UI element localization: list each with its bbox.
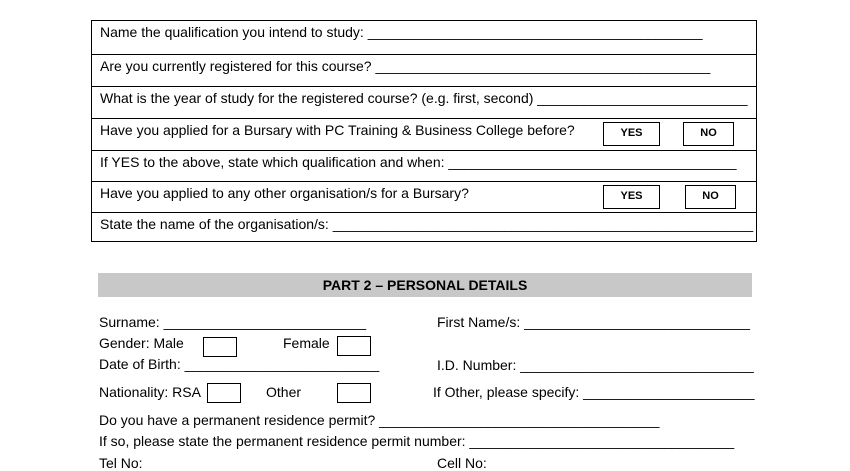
date-of-birth-field[interactable]: Date of Birth: _________________________ bbox=[99, 356, 380, 372]
questions-table bbox=[91, 20, 757, 242]
first-names-field[interactable]: First Name/s: _____________________________ bbox=[437, 314, 750, 330]
female-label: Female bbox=[283, 335, 330, 351]
year-of-study-question[interactable]: What is the year of study for the registered course? (e.g. first, second) ___________________________ bbox=[100, 90, 748, 106]
row-other-organisation bbox=[92, 181, 756, 212]
row-bursary-before bbox=[92, 118, 756, 150]
other-organisation-yes-button[interactable]: YES bbox=[603, 185, 660, 209]
part2-heading: PART 2 – PERSONAL DETAILS bbox=[98, 273, 752, 297]
row-qualification bbox=[92, 21, 756, 54]
female-checkbox[interactable] bbox=[337, 336, 371, 356]
permanent-residence-permit-field[interactable]: Do you have a permanent residence permit? ____________________________________ bbox=[99, 412, 660, 428]
bursary-before-yes-button[interactable]: YES bbox=[603, 122, 660, 146]
cell-no-label[interactable]: Cell No: bbox=[437, 455, 487, 471]
surname-field[interactable]: Surname: __________________________ bbox=[99, 314, 367, 330]
qualification-question[interactable]: Name the qualification you intend to study: ___________________________________________ bbox=[100, 24, 703, 40]
which-qualification-question[interactable]: If YES to the above, state which qualification and when: _____________________________________ bbox=[100, 154, 737, 170]
other-organisation-question: Have you applied to any other organisation/s for a Bursary? bbox=[100, 185, 469, 201]
nationality-rsa-label: Nationality: RSA bbox=[99, 384, 201, 400]
row-registered bbox=[92, 54, 756, 86]
bursary-before-no-button[interactable]: NO bbox=[683, 122, 734, 146]
row-year-of-study bbox=[92, 86, 756, 118]
if-other-specify-field[interactable]: If Other, please specify: ______________________ bbox=[433, 384, 755, 400]
nationality-other-label: Other bbox=[266, 384, 302, 400]
tel-no-label[interactable]: Tel No: bbox=[99, 455, 143, 471]
other-organisation-no-button[interactable]: NO bbox=[685, 185, 736, 209]
row-organisation-name bbox=[92, 212, 756, 242]
id-number-field[interactable]: I.D. Number: ______________________________ bbox=[437, 357, 754, 373]
organisation-name-question[interactable]: State the name of the organisation/s: ______________________________________________________ bbox=[100, 216, 754, 232]
gender-male-label: Gender: Male bbox=[99, 335, 184, 351]
nationality-other-checkbox[interactable] bbox=[337, 383, 371, 403]
male-checkbox[interactable] bbox=[203, 337, 237, 357]
permit-number-field[interactable]: If so, please state the permanent residence permit number: __________________________________ bbox=[99, 433, 735, 449]
bursary-before-question: Have you applied for a Bursary with PC Training & Business College before? bbox=[100, 122, 575, 138]
nationality-rsa-checkbox[interactable] bbox=[207, 383, 241, 403]
row-which-qualification bbox=[92, 150, 756, 181]
registered-question[interactable]: Are you currently registered for this course? ___________________________________________ bbox=[100, 58, 711, 74]
